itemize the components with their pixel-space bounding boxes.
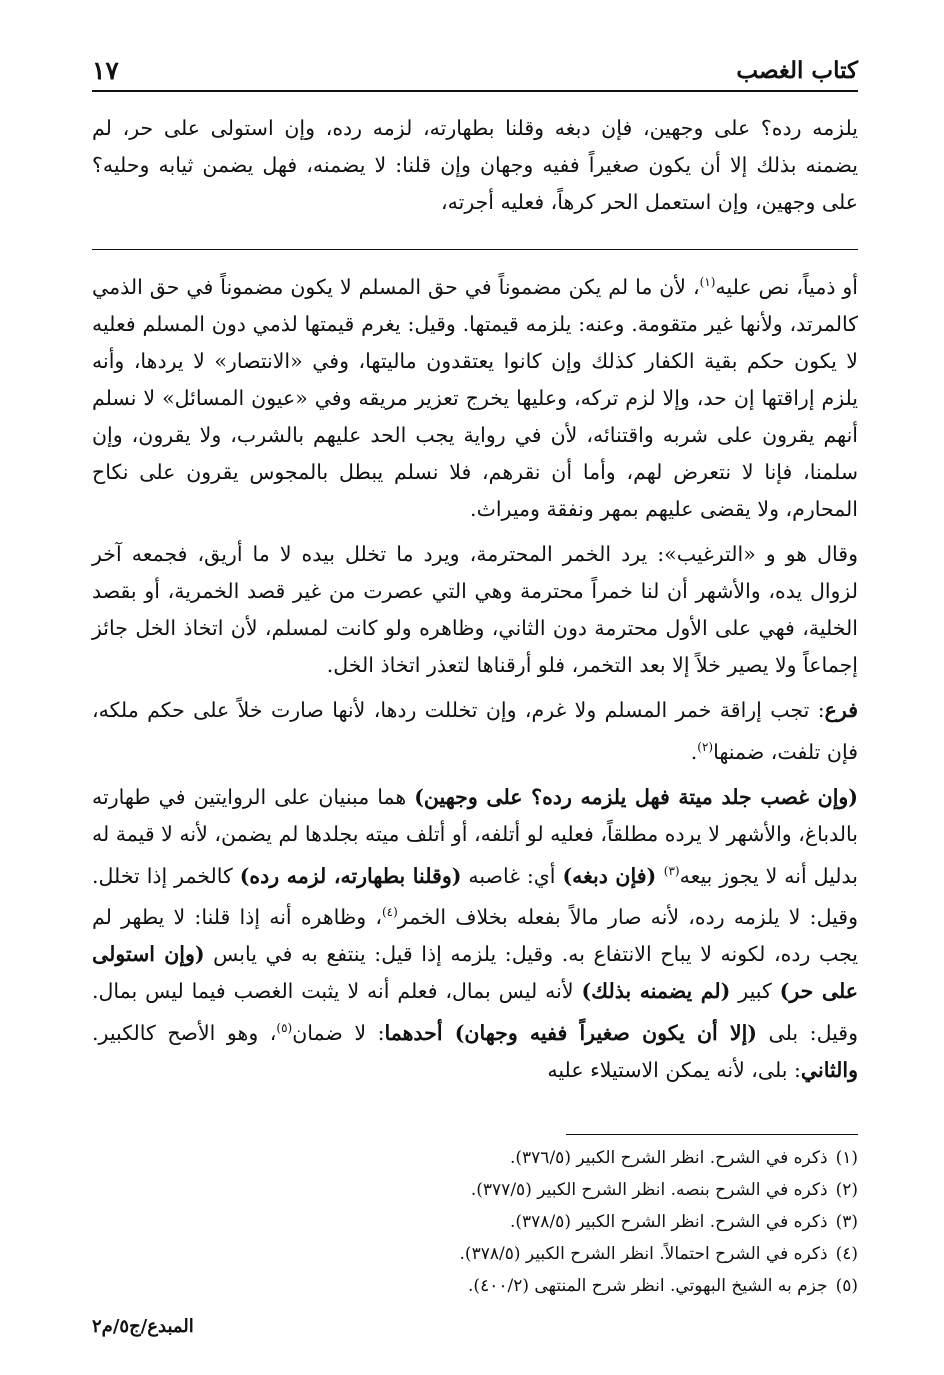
footnotes [92, 1142, 858, 1302]
footnote-number: (٣) [835, 1212, 858, 1232]
matn-text: يلزمه رده؟ على وجهين، فإن دبغه وقلنا بطهارته، لزمه رده، وإن استولى على حر، لم يضمنه بذلك إلا أن يكون صغيراً ففيه وجهان وإن قلنا: لا يضمنه، فهل يضمن ثيابه وحليه؟ على وجهين، وإن استعمل الحر كرهاً، فعليه أجرته، [92, 116, 858, 214]
footnote [92, 1270, 858, 1302]
commentary-text: : لا ضمان [292, 1021, 385, 1046]
footnote [92, 1206, 858, 1238]
printer-signature: المبدع/ج٥/م٢ [92, 1316, 194, 1337]
footnote-separator [566, 1134, 858, 1135]
footnote [92, 1238, 858, 1270]
commentary-text: ، وظاهره أنه إذا قلنا: لا يطهر لم يجب رده، لكونه لا يباح الانتفاع به. وقيل: يلزمه إذا قيل: ينتفع به في يابس [92, 905, 859, 967]
page-header [92, 54, 858, 92]
commentary-paragraph: وقال هو و «الترغيب»: يرد الخمر المحترمة، ويرد ما تخلل بيده لا ما أريق، فجمعه آخر لزوال يده، والأشهر أن لنا خمراً محترمة وهي التي عصرت من غير قصد الخمرية، أو بقصد الخلية، فهي على الأول محترمة دون الثاني، وظاهره ولو كانت لمسلم، لأن اتخاذ الخل جائز إجماعاً ولا يصير خلاً إلا بعد التخمر، فلو أرقناها لتعذر اتخاذ الخل. [92, 541, 858, 677]
commentary-text: ، لأن ما لم يكن مضموناً في حق المسلم لا يكون مضموناً في حق الذمي كالمرتد، ولأنها غير متقومة. وعنه: يلزمه قيمتها. وقيل: يغرم قيمتها لذمي دون المسلم فعليه لا يكون حكم بقية الكفار كذلك وإن كانوا يعتقدون ماليتها، وفي «الانتصار» لا يردها، وأنه يلزم إراقتها إن حد، وإلا لزم تركه، وعليها يخرج تعزير مريقه وفي «عيون المسائل» لا نسلم أنهم يقرون على شربه واقتنائه، لأن في رواية يجب الحد عليهم بالشرب، ولا يقرون، وإن سلمنا، فإنا لا نتعرض لهم، وأما أن نقرهم، فلا نسلم يبطل بالمجوس يقرون على نكاح المحارم، ولا يقضى عليهم بمهر ونفقة وميراث. [92, 274, 858, 521]
matn-quote: (وإن غصب جلد ميتة فهل يلزمه رده؟ على وجهين) [414, 784, 858, 809]
footnote-ref: (٢) [697, 739, 714, 754]
matn-quote: والثاني [800, 1058, 858, 1083]
matn-separator-line [92, 249, 858, 250]
commentary-text: . [690, 739, 698, 764]
footnote-text: جزم به الشيخ البهوتي. انظر شرح المنتهى (٤٠٠/٢). [468, 1276, 828, 1296]
footnote-text: ذكره في الشرح. انظر الشرح الكبير (٣٧٨/٥). [510, 1212, 828, 1232]
footnote [92, 1174, 858, 1206]
matn-quote: (فإن دبغه) [562, 863, 664, 888]
footnote-number: (١) [835, 1148, 858, 1168]
footnote-ref: (١) [699, 275, 716, 289]
footnote-text: ذكره في الشرح احتمالاً. انظر الشرح الكبير (٣٧٨/٥). [459, 1244, 828, 1264]
commentary-text: أي: غاصبه [461, 863, 563, 888]
commentary-text: كالخمر إذا تخلل. وقيل: لا يلزمه رده، لأنه صار مالاً بفعله بخلاف الخمر [92, 863, 858, 930]
commentary-text: هما مبنيان على الروايتين في طهارته بالدباغ، والأشهر لا يرده مطلقاً، فعليه لو أتلفه، أو أتلف ميته بجلدها لم يضمن، لأنه لا قيمة له بدليل أنه لا يجوز بيعه [92, 784, 859, 888]
matn-quote: (وقلنا بطهارته، لزمه رده) [239, 863, 462, 888]
matn-quote: (إلا أن يكون صغيراً ففيه وجهان) أحدهما [384, 1021, 757, 1046]
footnote-text: ذكره في الشرح بنصه. انظر الشرح الكبير (٣٧٧/٥). [470, 1180, 828, 1200]
commentary-text: : بلى، لأنه يمكن الاستيلاء عليه [547, 1058, 801, 1083]
branch-label: فرع [824, 697, 858, 722]
page-number: ١٧ [92, 54, 129, 88]
commentary-paragraph [92, 692, 858, 771]
chapter-title: كتاب الغصب [726, 54, 858, 88]
footnote-ref: (٣) [663, 863, 680, 878]
matn-quote: (لم يضمنه بذلك) [581, 979, 731, 1004]
footnote-number: (٥) [835, 1276, 858, 1296]
footnote-number: (٤) [835, 1244, 858, 1264]
commentary-paragraph [92, 779, 858, 1089]
commentary [92, 264, 858, 1099]
footnote-ref: (٤) [381, 905, 398, 920]
footnote [92, 1142, 858, 1174]
commentary-text: لأنه ليس بمال، فعلم أنه لا يثبت الغصب فيما ليس بمال. وقيل: بلى [92, 979, 858, 1046]
commentary-text: ، وهو الأصح كالكبير. [92, 1021, 277, 1046]
footnote-text: ذكره في الشرح. انظر الشرح الكبير (٣٧٦/٥). [510, 1148, 828, 1168]
footnote-number: (٢) [835, 1180, 858, 1200]
matn-quote: (وإن استولى على حر) [92, 942, 858, 1004]
commentary-text: : تجب إراقة خمر المسلم ولا غرم، وإن تخللت ردها، لأنها صارت خلاً على حكم ملكه، فإن تلفت، ضمنها [92, 697, 858, 764]
commentary-paragraph [92, 264, 858, 528]
commentary-text: كبير [730, 979, 780, 1004]
commentary-text: أو ذمياً، نص عليه [715, 274, 858, 299]
footnote-ref: (٥) [276, 1021, 293, 1036]
